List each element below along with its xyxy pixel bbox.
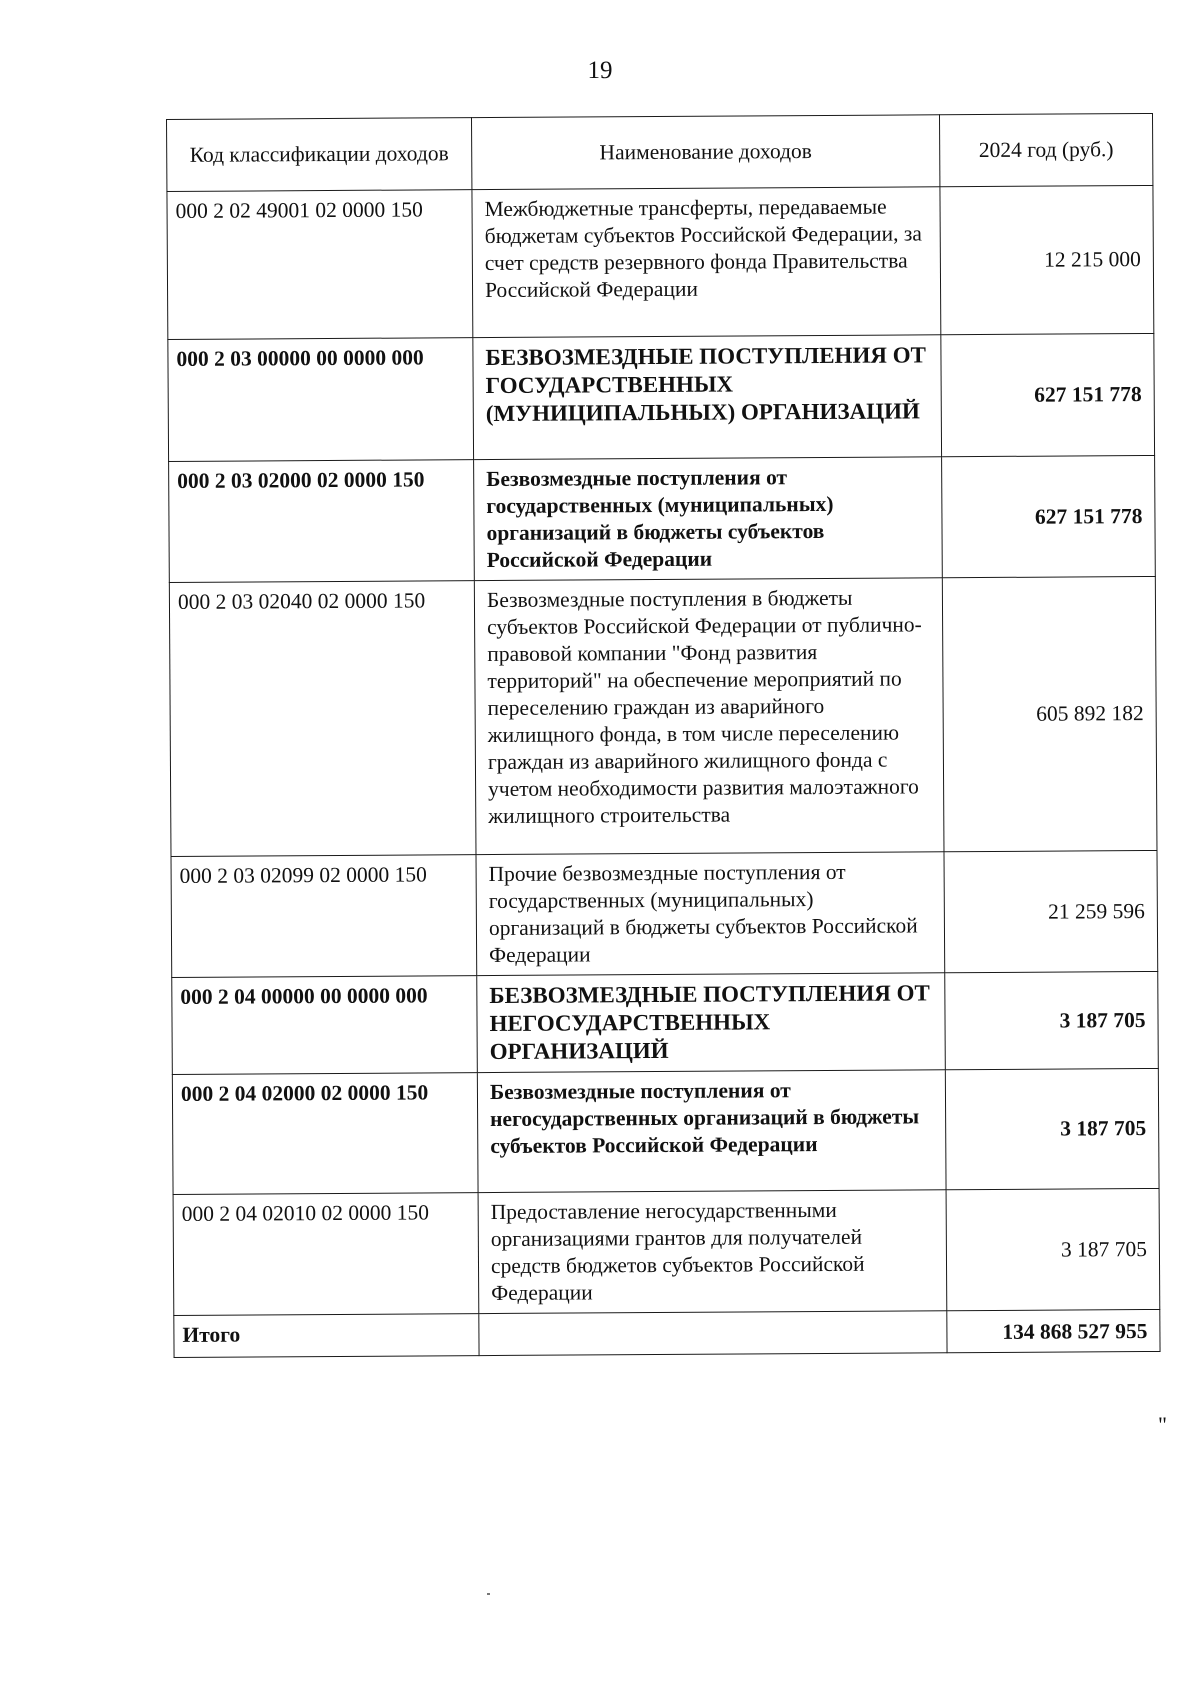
row-name: Безвозмездные поступления от государственных (муниципальных) организаций в бюджеты субъектов Российской Федерации [474,457,943,581]
row-amount: 627 151 778 [941,333,1155,456]
row-code: 000 2 03 02000 02 0000 150 [169,460,475,583]
row-name: Безвозмездные поступления от негосударственных организаций в бюджеты субъектов Российской Федерации [477,1070,946,1193]
row-name: Безвозмездные поступления в бюджеты субъектов Российской Федерации от публично-правовой компании "Фонд развития территорий" на обеспечение мероприятий по переселению граждан из аварийного жилищного фонда, в том числе переселению граждан из аварийного жилищного фонда с учетом необходимости развития малоэтажного жилищного строительства [474,578,944,855]
row-amount: 12 215 000 [940,185,1154,334]
total-name [479,1311,947,1356]
header-code: Код классификации доходов [167,118,472,192]
table-row [168,333,1155,461]
total-label: Итого [174,1314,479,1358]
page-number: 19 [587,57,613,84]
row-amount: 627 151 778 [942,455,1156,577]
row-code: 000 2 04 02010 02 0000 150 [173,1193,479,1316]
table-row [172,1068,1159,1194]
scan-artifact-dot [487,1593,490,1595]
table-row [169,576,1157,856]
row-code: 000 2 03 00000 00 0000 000 [168,338,474,462]
table-row [167,185,1154,339]
row-code: 000 2 04 00000 00 0000 000 [172,976,478,1075]
total-amount: 134 868 527 955 [947,1309,1160,1352]
row-amount: 3 187 705 [945,971,1159,1069]
closing-quote: " [1158,1412,1167,1437]
income-table [166,113,1161,1358]
row-amount: 3 187 705 [946,1188,1160,1310]
table-row [169,455,1156,582]
row-name: Межбюджетные трансферты, передаваемые бюджетам субъектов Российской Федерации, за счет средств резервного фонда Правительства Российской Федерации [472,187,941,338]
row-name: БЕЗВОЗМЕЗДНЫЕ ПОСТУПЛЕНИЯ ОТ ГОСУДАРСТВЕННЫХ (МУНИЦИПАЛЬНЫХ) ОРГАНИЗАЦИЙ [473,335,942,460]
row-code: 000 2 04 02000 02 0000 150 [172,1073,478,1195]
header-name: Наименование доходов [471,115,939,190]
row-code: 000 2 02 49001 02 0000 150 [167,190,473,340]
table-row [171,850,1158,977]
row-code: 000 2 03 02099 02 0000 150 [171,855,477,978]
row-amount: 605 892 182 [942,576,1157,851]
row-amount: 21 259 596 [944,850,1158,972]
table-row [173,1188,1160,1315]
table-header-row [167,113,1153,191]
table-total-row [174,1309,1160,1357]
row-name: БЕЗВОЗМЕЗДНЫЕ ПОСТУПЛЕНИЯ ОТ НЕГОСУДАРСТВЕННЫХ ОРГАНИЗАЦИЙ [477,973,946,1073]
row-name: Прочие безвозмездные поступления от государственных (муниципальных) организаций в бюджеты субъектов Российской Федерации [476,852,945,976]
table-row [172,971,1159,1074]
row-name: Предоставление негосударственными организациями грантов для получателей средств бюджетов субъектов Российской Федерации [478,1190,947,1314]
row-amount: 3 187 705 [945,1068,1159,1189]
header-amount: 2024 год (руб.) [939,113,1152,186]
row-code: 000 2 03 02040 02 0000 150 [169,581,476,857]
